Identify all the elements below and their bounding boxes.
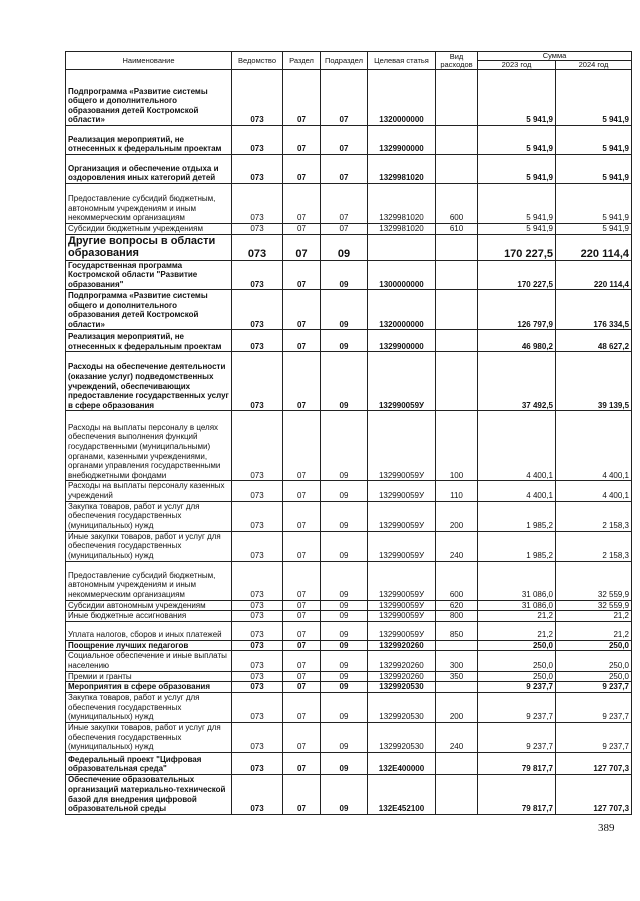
cell-name: Обеспечение образовательных организаций материально-технической базой для внедрения цифровой образовательной среды bbox=[66, 774, 232, 814]
header-year-2023: 2023 год bbox=[478, 61, 556, 70]
header-target: Целевая статья bbox=[368, 52, 436, 70]
cell-target: 1329981020 bbox=[368, 224, 436, 235]
cell-name: Предоставление субсидий бюджетным, автономным учреждениям и иным некоммерческим организациям bbox=[66, 561, 232, 600]
cell-section: 07 bbox=[283, 752, 321, 774]
cell-v2024: 5 941,9 bbox=[556, 155, 632, 184]
cell-name: Субсидии бюджетным учреждениям bbox=[66, 224, 232, 235]
cell-v2024: 32 559,9 bbox=[556, 600, 632, 611]
cell-kind bbox=[436, 126, 478, 155]
cell-kind: 610 bbox=[436, 224, 478, 235]
cell-dept: 073 bbox=[232, 651, 283, 671]
cell-v2024: 32 559,9 bbox=[556, 561, 632, 600]
cell-section: 07 bbox=[283, 531, 321, 561]
cell-name: Премии и гранты bbox=[66, 671, 232, 682]
cell-name: Предоставление субсидий бюджетным, автономным учреждениям и иным некоммерческим организациям bbox=[66, 184, 232, 224]
cell-kind: 240 bbox=[436, 531, 478, 561]
cell-subsection: 09 bbox=[321, 600, 368, 611]
cell-subsection: 09 bbox=[321, 290, 368, 330]
header-subsection: Подраздел bbox=[321, 52, 368, 70]
cell-v2023: 1 985,2 bbox=[478, 531, 556, 561]
table-row bbox=[66, 722, 632, 752]
table-row bbox=[66, 224, 632, 235]
cell-name: Расходы на выплаты персоналу казенных учреждений bbox=[66, 481, 232, 501]
cell-v2023: 21,2 bbox=[478, 611, 556, 622]
cell-dept: 073 bbox=[232, 561, 283, 600]
cell-section: 07 bbox=[283, 352, 321, 411]
cell-kind bbox=[436, 330, 478, 352]
table-row bbox=[66, 692, 632, 722]
cell-name: Закупка товаров, работ и услуг для обеспечения государственных (муниципальных) нужд bbox=[66, 692, 232, 722]
cell-target: 132990059У bbox=[368, 611, 436, 622]
cell-section: 07 bbox=[283, 126, 321, 155]
cell-section: 07 bbox=[283, 234, 321, 260]
cell-kind: 600 bbox=[436, 184, 478, 224]
cell-name: Иные бюджетные ассигнования bbox=[66, 611, 232, 622]
cell-v2023: 5 941,9 bbox=[478, 184, 556, 224]
cell-section: 07 bbox=[283, 184, 321, 224]
cell-name: Закупка товаров, работ и услуг для обеспечения государственных (муниципальных) нужд bbox=[66, 501, 232, 531]
cell-name: Организация и обеспечение отдыха и оздоровления иных категорий детей bbox=[66, 155, 232, 184]
cell-section: 07 bbox=[283, 692, 321, 722]
cell-v2024: 2 158,3 bbox=[556, 531, 632, 561]
cell-v2023: 250,0 bbox=[478, 671, 556, 682]
cell-subsection: 09 bbox=[321, 611, 368, 622]
cell-dept: 073 bbox=[232, 70, 283, 126]
cell-section: 07 bbox=[283, 330, 321, 352]
cell-kind bbox=[436, 774, 478, 814]
cell-section: 07 bbox=[283, 621, 321, 640]
cell-subsection: 09 bbox=[321, 682, 368, 693]
cell-section: 07 bbox=[283, 290, 321, 330]
cell-dept: 073 bbox=[232, 692, 283, 722]
cell-dept: 073 bbox=[232, 330, 283, 352]
cell-subsection: 09 bbox=[321, 481, 368, 501]
cell-target: 132E400000 bbox=[368, 752, 436, 774]
cell-dept: 073 bbox=[232, 184, 283, 224]
cell-v2023: 46 980,2 bbox=[478, 330, 556, 352]
table-row bbox=[66, 600, 632, 611]
cell-v2024: 5 941,9 bbox=[556, 126, 632, 155]
cell-kind: 350 bbox=[436, 671, 478, 682]
table-row bbox=[66, 561, 632, 600]
cell-section: 07 bbox=[283, 481, 321, 501]
table-row bbox=[66, 155, 632, 184]
cell-target: 1320000000 bbox=[368, 70, 436, 126]
table-row bbox=[66, 774, 632, 814]
cell-v2023: 79 817,7 bbox=[478, 774, 556, 814]
cell-section: 07 bbox=[283, 70, 321, 126]
cell-v2024: 176 334,5 bbox=[556, 290, 632, 330]
cell-subsection: 09 bbox=[321, 234, 368, 260]
cell-dept: 073 bbox=[232, 722, 283, 752]
cell-name: Уплата налогов, сборов и иных платежей bbox=[66, 621, 232, 640]
budget-table bbox=[65, 51, 632, 815]
table-header bbox=[66, 52, 632, 70]
cell-dept: 073 bbox=[232, 224, 283, 235]
cell-subsection: 07 bbox=[321, 224, 368, 235]
cell-kind bbox=[436, 234, 478, 260]
cell-subsection: 09 bbox=[321, 411, 368, 481]
cell-target: 132990059У bbox=[368, 352, 436, 411]
cell-target: 1329920260 bbox=[368, 651, 436, 671]
table-row bbox=[66, 481, 632, 501]
table-row bbox=[66, 260, 632, 290]
cell-v2024: 39 139,5 bbox=[556, 352, 632, 411]
cell-section: 07 bbox=[283, 600, 321, 611]
header-sum: Сумма bbox=[478, 52, 632, 61]
cell-v2023: 4 400,1 bbox=[478, 481, 556, 501]
cell-v2023: 31 086,0 bbox=[478, 600, 556, 611]
cell-name: Государственная программа Костромской области "Развитие образования" bbox=[66, 260, 232, 290]
cell-subsection: 09 bbox=[321, 501, 368, 531]
cell-subsection: 09 bbox=[321, 671, 368, 682]
cell-subsection: 09 bbox=[321, 651, 368, 671]
cell-name: Социальное обеспечение и иные выплаты населению bbox=[66, 651, 232, 671]
cell-v2024: 5 941,9 bbox=[556, 184, 632, 224]
cell-kind: 850 bbox=[436, 621, 478, 640]
cell-v2024: 21,2 bbox=[556, 621, 632, 640]
cell-dept: 073 bbox=[232, 501, 283, 531]
cell-name: Реализация мероприятий, не отнесенных к федеральным проектам bbox=[66, 126, 232, 155]
cell-dept: 073 bbox=[232, 671, 283, 682]
cell-kind: 300 bbox=[436, 651, 478, 671]
cell-name: Субсидии автономным учреждениям bbox=[66, 600, 232, 611]
table-row bbox=[66, 126, 632, 155]
cell-subsection: 09 bbox=[321, 531, 368, 561]
cell-section: 07 bbox=[283, 260, 321, 290]
cell-v2024: 9 237,7 bbox=[556, 722, 632, 752]
cell-dept: 073 bbox=[232, 234, 283, 260]
cell-target: 1329920260 bbox=[368, 640, 436, 651]
cell-target: 132990059У bbox=[368, 531, 436, 561]
cell-subsection: 09 bbox=[321, 774, 368, 814]
table-row bbox=[66, 411, 632, 481]
cell-v2023: 170 227,5 bbox=[478, 234, 556, 260]
cell-dept: 073 bbox=[232, 774, 283, 814]
cell-kind: 600 bbox=[436, 561, 478, 600]
cell-kind: 110 bbox=[436, 481, 478, 501]
header-section: Раздел bbox=[283, 52, 321, 70]
cell-section: 07 bbox=[283, 611, 321, 622]
cell-kind: 800 bbox=[436, 611, 478, 622]
cell-target: 1329900000 bbox=[368, 330, 436, 352]
cell-target: 132990059У bbox=[368, 481, 436, 501]
cell-section: 07 bbox=[283, 671, 321, 682]
cell-target: 132990059У bbox=[368, 600, 436, 611]
cell-kind bbox=[436, 70, 478, 126]
cell-section: 07 bbox=[283, 561, 321, 600]
cell-dept: 073 bbox=[232, 155, 283, 184]
cell-name: Расходы на обеспечение деятельности (оказание услуг) подведомственных учреждений, обеспечивающих предоставление государственных услуг в сфере образования bbox=[66, 352, 232, 411]
table-row bbox=[66, 501, 632, 531]
table-row bbox=[66, 752, 632, 774]
cell-v2024: 4 400,1 bbox=[556, 481, 632, 501]
cell-v2023: 9 237,7 bbox=[478, 692, 556, 722]
cell-v2024: 250,0 bbox=[556, 651, 632, 671]
cell-v2023: 5 941,9 bbox=[478, 126, 556, 155]
cell-dept: 073 bbox=[232, 352, 283, 411]
page-number: 389 bbox=[598, 822, 615, 834]
cell-section: 07 bbox=[283, 722, 321, 752]
cell-section: 07 bbox=[283, 774, 321, 814]
header-year-2024: 2024 год bbox=[556, 61, 632, 70]
cell-kind bbox=[436, 752, 478, 774]
cell-name: Мероприятия в сфере образования bbox=[66, 682, 232, 693]
cell-name: Другие вопросы в области образования bbox=[66, 234, 232, 260]
header-name: Наименование bbox=[66, 52, 232, 70]
cell-subsection: 09 bbox=[321, 352, 368, 411]
cell-v2023: 37 492,5 bbox=[478, 352, 556, 411]
cell-v2024: 250,0 bbox=[556, 640, 632, 651]
cell-name: Иные закупки товаров, работ и услуг для обеспечения государственных (муниципальных) нужд bbox=[66, 722, 232, 752]
cell-name: Подпрограмма «Развитие системы общего и дополнительного образования детей Костромской области» bbox=[66, 70, 232, 126]
cell-v2024: 127 707,3 bbox=[556, 752, 632, 774]
table-row bbox=[66, 330, 632, 352]
cell-name: Подпрограмма «Развитие системы общего и дополнительного образования детей Костромской области» bbox=[66, 290, 232, 330]
cell-v2024: 48 627,2 bbox=[556, 330, 632, 352]
cell-dept: 073 bbox=[232, 531, 283, 561]
cell-kind bbox=[436, 260, 478, 290]
cell-target: 1300000000 bbox=[368, 260, 436, 290]
table-row bbox=[66, 651, 632, 671]
cell-dept: 073 bbox=[232, 621, 283, 640]
cell-subsection: 09 bbox=[321, 722, 368, 752]
cell-subsection: 07 bbox=[321, 155, 368, 184]
cell-v2023: 250,0 bbox=[478, 640, 556, 651]
header-dept: Ведомство bbox=[232, 52, 283, 70]
cell-target: 132990059У bbox=[368, 621, 436, 640]
cell-v2024: 220 114,4 bbox=[556, 260, 632, 290]
table-row bbox=[66, 184, 632, 224]
cell-section: 07 bbox=[283, 651, 321, 671]
table-row bbox=[66, 611, 632, 622]
cell-target bbox=[368, 234, 436, 260]
table-row bbox=[66, 671, 632, 682]
table-row bbox=[66, 352, 632, 411]
cell-target: 132990059У bbox=[368, 501, 436, 531]
cell-kind: 240 bbox=[436, 722, 478, 752]
table-row bbox=[66, 640, 632, 651]
cell-target: 1329920530 bbox=[368, 682, 436, 693]
cell-target: 1329900000 bbox=[368, 126, 436, 155]
table-row bbox=[66, 531, 632, 561]
table-body bbox=[66, 70, 632, 815]
cell-v2024: 4 400,1 bbox=[556, 411, 632, 481]
table-row bbox=[66, 621, 632, 640]
cell-section: 07 bbox=[283, 155, 321, 184]
cell-v2024: 9 237,7 bbox=[556, 682, 632, 693]
cell-v2024: 220 114,4 bbox=[556, 234, 632, 260]
cell-target: 132E452100 bbox=[368, 774, 436, 814]
cell-target: 1329920530 bbox=[368, 692, 436, 722]
cell-dept: 073 bbox=[232, 481, 283, 501]
cell-v2024: 127 707,3 bbox=[556, 774, 632, 814]
cell-kind: 200 bbox=[436, 692, 478, 722]
table-row bbox=[66, 290, 632, 330]
cell-v2024: 5 941,9 bbox=[556, 70, 632, 126]
cell-subsection: 09 bbox=[321, 640, 368, 651]
cell-v2023: 31 086,0 bbox=[478, 561, 556, 600]
cell-v2023: 5 941,9 bbox=[478, 155, 556, 184]
cell-subsection: 07 bbox=[321, 184, 368, 224]
header-kind: Вид расходов bbox=[436, 52, 478, 70]
cell-v2023: 5 941,9 bbox=[478, 224, 556, 235]
cell-dept: 073 bbox=[232, 682, 283, 693]
cell-subsection: 09 bbox=[321, 561, 368, 600]
cell-dept: 073 bbox=[232, 260, 283, 290]
cell-v2024: 250,0 bbox=[556, 671, 632, 682]
cell-dept: 073 bbox=[232, 752, 283, 774]
cell-name: Поощрение лучших педагогов bbox=[66, 640, 232, 651]
cell-name: Расходы на выплаты персоналу в целях обеспечения выполнения функций государственными (муниципальными) органами, казенными учреждениями, органами управления государственными внебюджетными фондами bbox=[66, 411, 232, 481]
cell-kind: 620 bbox=[436, 600, 478, 611]
cell-v2023: 9 237,7 bbox=[478, 682, 556, 693]
cell-target: 1329920530 bbox=[368, 722, 436, 752]
cell-v2023: 4 400,1 bbox=[478, 411, 556, 481]
cell-target: 1329981020 bbox=[368, 155, 436, 184]
cell-kind: 200 bbox=[436, 501, 478, 531]
cell-v2023: 250,0 bbox=[478, 651, 556, 671]
cell-v2024: 2 158,3 bbox=[556, 501, 632, 531]
table-row bbox=[66, 234, 632, 260]
cell-subsection: 09 bbox=[321, 260, 368, 290]
cell-kind bbox=[436, 352, 478, 411]
cell-dept: 073 bbox=[232, 600, 283, 611]
cell-subsection: 07 bbox=[321, 126, 368, 155]
table-row bbox=[66, 70, 632, 126]
cell-section: 07 bbox=[283, 411, 321, 481]
cell-kind: 100 bbox=[436, 411, 478, 481]
cell-target: 1320000000 bbox=[368, 290, 436, 330]
cell-v2024: 5 941,9 bbox=[556, 224, 632, 235]
cell-dept: 073 bbox=[232, 640, 283, 651]
cell-name: Иные закупки товаров, работ и услуг для обеспечения государственных (муниципальных) нужд bbox=[66, 531, 232, 561]
cell-target: 1329981020 bbox=[368, 184, 436, 224]
cell-subsection: 09 bbox=[321, 752, 368, 774]
cell-name: Федеральный проект "Цифровая образовательная среда" bbox=[66, 752, 232, 774]
cell-target: 132990059У bbox=[368, 561, 436, 600]
cell-kind bbox=[436, 640, 478, 651]
cell-subsection: 07 bbox=[321, 70, 368, 126]
cell-section: 07 bbox=[283, 640, 321, 651]
cell-subsection: 09 bbox=[321, 330, 368, 352]
cell-kind bbox=[436, 155, 478, 184]
cell-v2023: 170 227,5 bbox=[478, 260, 556, 290]
cell-name: Реализация мероприятий, не отнесенных к федеральным проектам bbox=[66, 330, 232, 352]
cell-v2023: 9 237,7 bbox=[478, 722, 556, 752]
cell-subsection: 09 bbox=[321, 621, 368, 640]
cell-kind bbox=[436, 290, 478, 330]
cell-dept: 073 bbox=[232, 126, 283, 155]
cell-dept: 073 bbox=[232, 611, 283, 622]
cell-section: 07 bbox=[283, 682, 321, 693]
table-row bbox=[66, 682, 632, 693]
cell-dept: 073 bbox=[232, 290, 283, 330]
cell-v2023: 5 941,9 bbox=[478, 70, 556, 126]
cell-section: 07 bbox=[283, 501, 321, 531]
cell-section: 07 bbox=[283, 224, 321, 235]
cell-dept: 073 bbox=[232, 411, 283, 481]
cell-v2024: 9 237,7 bbox=[556, 692, 632, 722]
cell-subsection: 09 bbox=[321, 692, 368, 722]
cell-v2023: 21,2 bbox=[478, 621, 556, 640]
cell-target: 1329920260 bbox=[368, 671, 436, 682]
cell-kind bbox=[436, 682, 478, 693]
cell-v2023: 126 797,9 bbox=[478, 290, 556, 330]
cell-v2024: 21,2 bbox=[556, 611, 632, 622]
cell-target: 132990059У bbox=[368, 411, 436, 481]
cell-v2023: 1 985,2 bbox=[478, 501, 556, 531]
cell-v2023: 79 817,7 bbox=[478, 752, 556, 774]
